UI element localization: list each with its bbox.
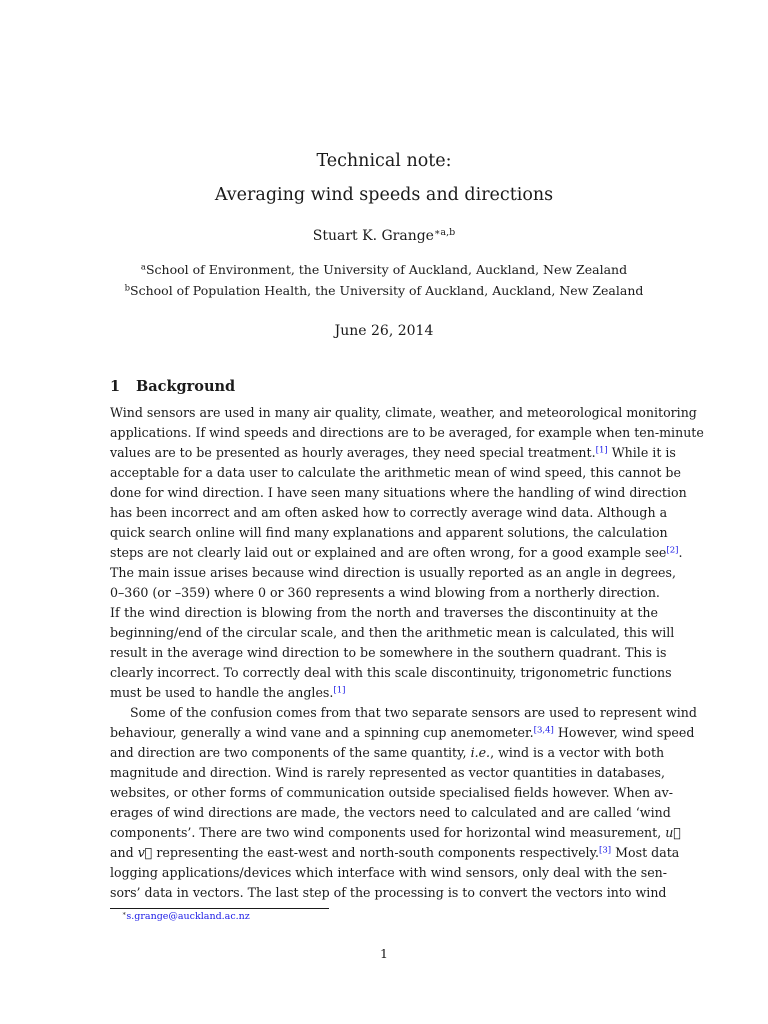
affiliation-mark: a	[140, 262, 146, 273]
text-run: If the wind direction is blowing from the north and traverses the discontinuity at the	[110, 605, 658, 620]
footnote-rule	[110, 908, 329, 909]
text-run: must be used to handle the angles.	[110, 685, 334, 700]
section-title: Background	[136, 378, 236, 395]
text-run: Wind sensors are used in many air quality, climate, weather, and meteorological monitoring	[110, 405, 697, 420]
text-run: acceptable for a data user to calculate the arithmetic mean of wind speed, this cannot be	[110, 465, 681, 480]
text-run: has been incorrect and am often asked how to correctly average wind data. Although a	[110, 505, 668, 520]
footnote-email-link[interactable]: s.grange@auckland.ac.nz	[126, 911, 250, 922]
footnote	[122, 911, 250, 922]
text-run: sors’ data in vectors. The last step of the processing is to convert the vectors into wind	[110, 885, 667, 900]
paragraph-line	[110, 683, 658, 703]
paragraph-line	[110, 603, 658, 623]
text-run: While it is	[607, 445, 676, 460]
text-run: .	[678, 545, 683, 560]
text-run: 0–360 (or –359) where 0 or 360 represents a wind blowing from a northerly direction.	[110, 585, 660, 600]
paragraph-line	[110, 443, 676, 463]
text-run: , wind is a vector with both	[490, 745, 665, 760]
text-run: Most data	[611, 845, 680, 860]
text-run: behaviour, generally a wind vane and a spinning cup anemometer.	[110, 725, 534, 740]
emphasis-text: v⃗	[137, 845, 153, 860]
citation-link[interactable]: [3,4]	[533, 725, 554, 736]
text-run: applications. If wind speeds and directions are to be averaged, for example when ten-minute	[110, 425, 704, 440]
author-name: Stuart K. Grange	[312, 228, 434, 244]
paragraph-line	[110, 523, 668, 543]
text-run: erages of wind directions are made, the vectors need to calculated and are called ‘wind	[110, 805, 671, 820]
page-number: 1	[380, 946, 388, 961]
emphasis-text: u⃗	[665, 825, 681, 840]
affiliation-text: School of Environment, the University of Auckland, Auckland, New Zealand	[145, 262, 628, 277]
paragraph-line	[110, 403, 697, 423]
author	[0, 228, 768, 244]
paragraph-line	[110, 503, 668, 523]
paragraph-line	[110, 643, 667, 663]
text-run: clearly incorrect. To correctly deal with this scale discontinuity, trigonometric functions	[110, 665, 672, 680]
paragraph-line	[110, 563, 676, 583]
body-text	[110, 403, 704, 903]
emphasis-text: i.e.	[470, 745, 491, 760]
paragraph-line	[110, 423, 704, 443]
section-number: 1	[110, 378, 121, 395]
paragraph-line	[110, 723, 695, 743]
paragraph-line	[110, 583, 658, 603]
text-run: However, wind speed	[553, 725, 695, 740]
text-run: components’. There are two wind components used for horizontal wind measurement,	[110, 825, 666, 840]
title-line-1: Technical note:	[316, 151, 452, 171]
citation-link[interactable]: [2]	[666, 545, 679, 556]
paragraph-line	[110, 883, 667, 903]
text-run: websites, or other forms of communication outside specialised fields however. When av-	[110, 785, 674, 800]
affiliation-text: School of Population Health, the University of Auckland, Auckland, New Zealand	[130, 283, 644, 298]
citation-link[interactable]: [3]	[599, 845, 612, 856]
paragraph-line	[110, 663, 672, 683]
paragraph-line	[110, 703, 697, 723]
text-run: quick search online will find many explanations and apparent solutions, the calculation	[110, 525, 668, 540]
paragraph-line	[110, 763, 665, 783]
text-run: representing the east-west and north-south components respectively.	[152, 845, 600, 860]
paragraph-line	[110, 623, 675, 643]
text-run: steps are not clearly laid out or explained and are often wrong, for a good example see	[110, 545, 667, 560]
text-run: magnitude and direction. Wind is rarely represented as vector quantities in databases,	[110, 765, 665, 780]
paragraph-line	[110, 783, 674, 803]
text-run: and	[110, 845, 138, 860]
text-run: beginning/end of the circular scale, and then the arithmetic mean is calculated, this will	[110, 625, 675, 640]
author-marks: ∗a,b	[433, 226, 456, 238]
citation-link[interactable]: [1]	[333, 685, 346, 696]
affiliation-b	[0, 283, 768, 298]
text-run: done for wind direction. I have seen many situations where the handling of wind direction	[110, 485, 687, 500]
affiliation-a	[0, 262, 768, 277]
text-run: The main issue arises because wind direction is usually reported as an angle in degrees,	[110, 565, 676, 580]
text-run: and direction are two components of the same quantity,	[110, 745, 471, 760]
section-heading	[110, 378, 235, 395]
date: June 26, 2014	[334, 323, 434, 339]
paragraph-line	[110, 843, 680, 863]
title-line-2: Averaging wind speeds and directions	[214, 185, 554, 205]
paragraph-line	[110, 803, 671, 823]
footnote-mark: ∗	[122, 909, 127, 918]
paragraph-line	[110, 463, 681, 483]
text-run: Some of the confusion comes from that two separate sensors are used to represent wind	[130, 705, 697, 720]
paragraph-line	[110, 743, 665, 763]
paragraph-line	[110, 823, 681, 843]
text-run: logging applications/devices which interface with wind sensors, only deal with the sen-	[110, 865, 668, 880]
paragraph-line	[110, 863, 668, 883]
text-run: values are to be presented as hourly averages, they need special treatment.	[110, 445, 596, 460]
paragraph-line	[110, 543, 683, 563]
affiliation-mark: b	[124, 283, 131, 294]
citation-link[interactable]: [1]	[595, 445, 608, 456]
paragraph-line	[110, 483, 687, 503]
text-run: result in the average wind direction to be somewhere in the southern quadrant. This is	[110, 645, 667, 660]
